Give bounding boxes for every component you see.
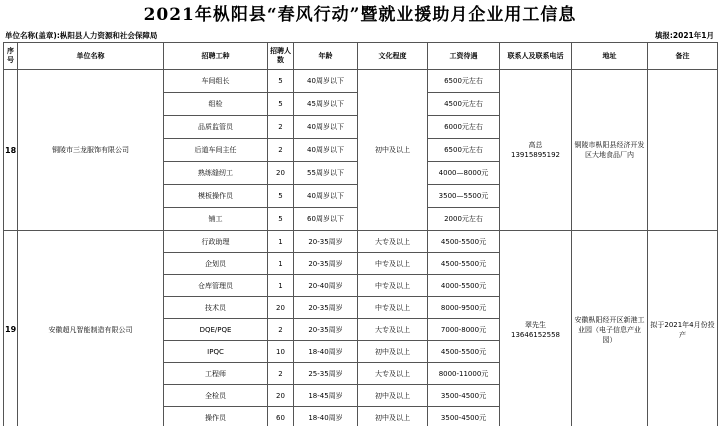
- header-job: 招聘工种: [164, 43, 268, 70]
- job-count: 5: [268, 185, 294, 208]
- job-pay: 2000元左右: [428, 208, 500, 231]
- header-addr: 地址: [572, 43, 648, 70]
- company-addr: 安徽枞阳经开区新港工业园（电子信息产业园）: [572, 231, 648, 426]
- job-count: 5: [268, 93, 294, 116]
- table-row: [4, 231, 718, 253]
- company-edu: 初中及以上: [358, 70, 428, 231]
- job-edu: 中专及以上: [358, 275, 428, 297]
- job-age: 40周岁以下: [294, 185, 358, 208]
- job-count: 2: [268, 319, 294, 341]
- job-pay: 7000-8000元: [428, 319, 500, 341]
- contact-phone: 13646152558: [511, 330, 560, 339]
- job-count: 20: [268, 385, 294, 407]
- job-pay: 3500-4500元: [428, 407, 500, 426]
- job-title: 铺工: [164, 208, 268, 231]
- job-title: 技术员: [164, 297, 268, 319]
- fill-date-label: 填报:2021年1月: [654, 31, 714, 40]
- job-title: 熟练缝纫工: [164, 162, 268, 185]
- job-title: 仓库管理员: [164, 275, 268, 297]
- job-table: [3, 42, 718, 426]
- header-contact: 联系人及联系电话: [500, 43, 572, 70]
- job-count: 2: [268, 363, 294, 385]
- job-title: 组检: [164, 93, 268, 116]
- job-age: 20-35周岁: [294, 297, 358, 319]
- job-title: 企划员: [164, 253, 268, 275]
- header-note: 备注: [648, 43, 718, 70]
- job-count: 5: [268, 70, 294, 93]
- job-title: 模板操作员: [164, 185, 268, 208]
- job-title: DQE/PQE: [164, 319, 268, 341]
- job-edu: 中专及以上: [358, 297, 428, 319]
- job-title: IPQC: [164, 341, 268, 363]
- job-title: 品质监管员: [164, 116, 268, 139]
- company-seq: 19: [4, 231, 18, 426]
- job-age: 40周岁以下: [294, 70, 358, 93]
- job-pay: 4500-5500元: [428, 231, 500, 253]
- page-title: 2021年枞阳县“春风行动”暨就业援助月企业用工信息: [143, 5, 577, 25]
- header-row: [4, 43, 718, 70]
- header-age: 年龄: [294, 43, 358, 70]
- job-pay: 8000-9500元: [428, 297, 500, 319]
- contact-name: 高总: [528, 141, 543, 149]
- job-age: 25-35周岁: [294, 363, 358, 385]
- job-edu: 大专及以上: [358, 231, 428, 253]
- header-company: 单位名称: [18, 43, 164, 70]
- table-row: [4, 70, 718, 93]
- company-name: 安徽超凡智能制造有限公司: [18, 231, 164, 426]
- job-count: 10: [268, 341, 294, 363]
- job-pay: 4000-5500元: [428, 275, 500, 297]
- company-addr: 铜陵市枞阳县经济开发区大地食品厂内: [572, 70, 648, 231]
- job-age: 20-35周岁: [294, 231, 358, 253]
- company-note: [648, 70, 718, 231]
- job-edu: 中专及以上: [358, 253, 428, 275]
- job-edu: 大专及以上: [358, 363, 428, 385]
- meta-row: [0, 30, 720, 42]
- header-count: 招聘人数: [268, 43, 294, 70]
- job-edu: 初中及以上: [358, 407, 428, 426]
- job-count: 60: [268, 407, 294, 426]
- job-title: 车间组长: [164, 70, 268, 93]
- company-name: 铜陵市三龙服饰有限公司: [18, 70, 164, 231]
- job-pay: 6000元左右: [428, 116, 500, 139]
- job-age: 40周岁以下: [294, 116, 358, 139]
- company-contact: [500, 231, 572, 426]
- job-pay: 4500-5500元: [428, 341, 500, 363]
- job-count: 1: [268, 275, 294, 297]
- job-edu: 大专及以上: [358, 319, 428, 341]
- job-count: 1: [268, 253, 294, 275]
- job-pay: 6500元左右: [428, 139, 500, 162]
- job-age: 18-40周岁: [294, 341, 358, 363]
- job-age: 20-35周岁: [294, 253, 358, 275]
- job-pay: 4000—8000元: [428, 162, 500, 185]
- job-count: 20: [268, 162, 294, 185]
- job-title: 工程师: [164, 363, 268, 385]
- job-count: 2: [268, 139, 294, 162]
- company-note: 拟于2021年4月份投产: [648, 231, 718, 426]
- job-title: 后道车间主任: [164, 139, 268, 162]
- company-contact: [500, 70, 572, 231]
- unit-name-label: 单位名称(盖章):枞阳县人力资源和社会保障局: [5, 31, 158, 40]
- job-age: 18-40周岁: [294, 407, 358, 426]
- contact-phone: 13915895192: [511, 151, 560, 159]
- job-count: 2: [268, 116, 294, 139]
- company-seq: 18: [4, 70, 18, 231]
- job-pay: 4500-5500元: [428, 253, 500, 275]
- job-pay: 3500-4500元: [428, 385, 500, 407]
- job-pay: 6500元左右: [428, 70, 500, 93]
- job-pay: 8000-11000元: [428, 363, 500, 385]
- job-title: 全检员: [164, 385, 268, 407]
- job-age: 20-35周岁: [294, 319, 358, 341]
- job-count: 20: [268, 297, 294, 319]
- header-pay: 工资待遇: [428, 43, 500, 70]
- job-count: 1: [268, 231, 294, 253]
- job-age: 20-40周岁: [294, 275, 358, 297]
- job-age: 60周岁以下: [294, 208, 358, 231]
- job-title: 操作员: [164, 407, 268, 426]
- job-title: 行政助理: [164, 231, 268, 253]
- job-pay: 4500元左右: [428, 93, 500, 116]
- job-age: 55周岁以下: [294, 162, 358, 185]
- job-age: 45周岁以下: [294, 93, 358, 116]
- header-seq: 序号: [4, 43, 18, 70]
- job-pay: 3500—5500元: [428, 185, 500, 208]
- contact-name: 翠先生: [525, 320, 546, 329]
- job-count: 5: [268, 208, 294, 231]
- header-edu: 文化程度: [358, 43, 428, 70]
- job-age: 18-45周岁: [294, 385, 358, 407]
- job-age: 40周岁以下: [294, 139, 358, 162]
- job-edu: 初中及以上: [358, 341, 428, 363]
- job-edu: 初中及以上: [358, 385, 428, 407]
